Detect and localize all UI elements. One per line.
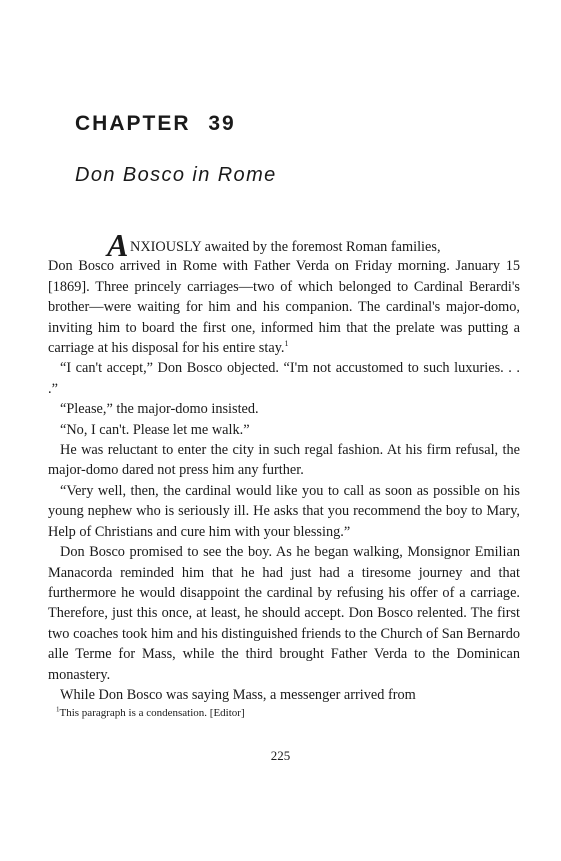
chapter-label: CHAPTER 39 (75, 112, 236, 135)
paragraph-3: “Please,” the major-domo insisted. (60, 401, 259, 418)
drop-cap: A (107, 227, 129, 263)
paragraph-5: He was reluctant to enter the city in such regal fashion. At his firm refusal, the major-domo dared not press him any further. (48, 442, 520, 479)
footnote-mark: 1 (56, 705, 60, 714)
paragraph-6: “Very well, then, the cardinal would like you to call as soon as possible on his young nephew who is seriously ill. He asks that you recommend the boy to Mary, Help of Christians and cure him with your blessing.” (48, 482, 520, 540)
paragraph-8: While Don Bosco was saying Mass, a messenger arrived from (60, 686, 416, 703)
paragraph-7: Don Bosco promised to see the boy. As he began walking, Monsignor Emilian Manacorda reminded him that he had just had a tiresome journey and that furthermore he would disappoint the cardinal by refusing his offer of a carriage. Therefore, just this once, at least, he should accept. Don Bosco relented. The first two coaches took him and his distinguished friends to the Church of San Bernardo alle Terme for Mass, while the third brought Father Verda to the Dominican monastery. (48, 544, 520, 683)
paragraph-4: “No, I can't. Please let me walk.” (60, 421, 250, 438)
footnote-reference: 1 (284, 339, 289, 349)
page-number: 225 (270, 748, 291, 763)
first-line-text: NXIOUSLY awaited by the foremost Roman families, (130, 239, 441, 255)
body-text (48, 227, 520, 705)
paragraph-1-text: Don Bosco arrived in Rome with Father Verda on Friday morning. January 15 [1869]. Three princely carriages—two of which belonged to Cardinal Berardi's brother—were waiting for him and his companion. The cardinal's major-domo, inviting him to board the first one, informed him that the prelate was putting a carriage at his disposal for his entire stay. (48, 258, 520, 357)
paragraph-2: “I can't accept,” Don Bosco objected. “I'm not accustomed to such luxuries. . . .” (48, 360, 520, 397)
footnote-text: This paragraph is a condensation. [Editor] (59, 707, 245, 719)
first-line (48, 227, 520, 263)
paragraph-1 (48, 256, 520, 358)
chapter-title: Don Bosco in Rome (75, 164, 277, 186)
footnote (56, 707, 245, 719)
